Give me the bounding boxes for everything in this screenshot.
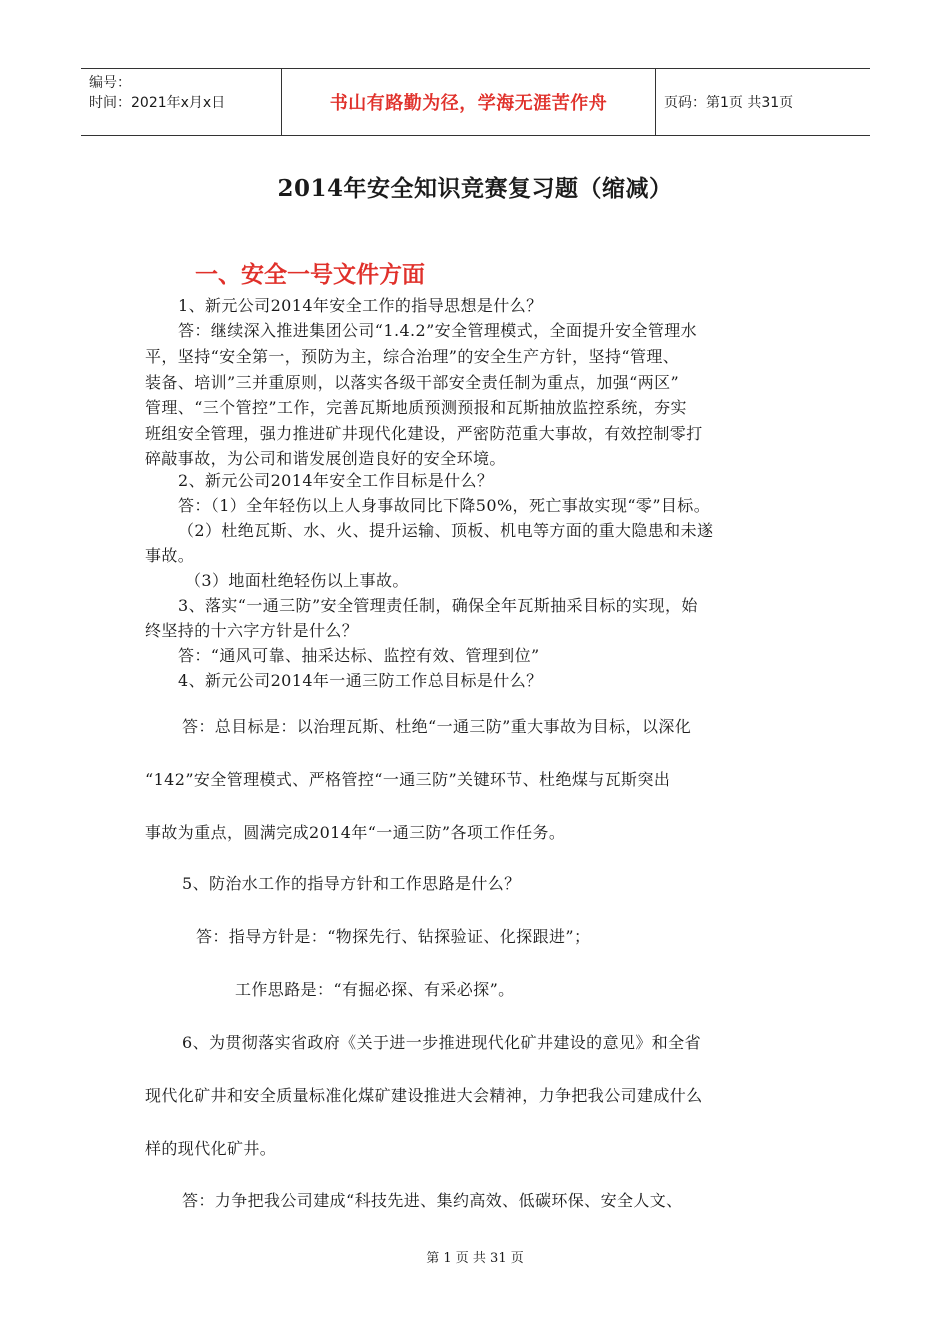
number-label: 编号： [89,75,131,91]
answer-line: （3）地面杜绝轻伤以上事故。 [185,571,409,590]
answer-line: 平，坚持“安全第一，预防为主，综合治理”的安全生产方针，坚持“管理、 [145,347,680,366]
question-line: 终坚持的十六字方针是什么？ [145,621,359,640]
answer-line: 碎敲事故，为公司和谐发展创造良好的安全环境。 [145,449,506,468]
document-header [81,68,870,136]
answer-line: 答：指导方针是：“物探先行、钻探验证、化探跟进”； [196,927,591,946]
document-title: 2014年安全知识竞赛复习题（缩减） [277,175,673,202]
answer-line: 答：继续深入推进集团公司“1.4.2”安全管理模式，全面提升安全管理水 [178,321,698,340]
answer-line: 班组安全管理，强力推进矿井现代化建设，严密防范重大事故，有效控制零打 [145,424,703,443]
question-line: 2、新元公司2014年安全工作目标是什么？ [178,471,494,490]
answer-line: 答：“通风可靠、抽采达标、监控有效、管理到位” [178,646,540,665]
question-line: 4、新元公司2014年一通三防工作总目标是什么？ [178,671,543,690]
section-heading: 一、安全一号文件方面 [195,262,425,288]
answer-line: “142”安全管理模式、严格管控“一通三防”关键环节、杜绝煤与瓦斯突出 [145,770,671,789]
header-page-info: 页码：第1页 共31页 [664,95,794,111]
answer-line: 管理、“三个管控”工作，完善瓦斯地质预测预报和瓦斯抽放监控系统，夯实 [145,398,687,417]
question-line: 6、为贯彻落实省政府《关于进一步推进现代化矿井建设的意见》和全省 [182,1033,701,1052]
answer-line: 装备、培训”三并重原则，以落实各级干部安全责任制为重点，加强“两区” [145,373,680,392]
answer-line: 答：（1）全年轻伤以上人身事故同比下降50%，死亡事故实现“零”目标。 [178,496,711,515]
answer-line: 工作思路是：“有掘必探、有采必探”。 [235,980,515,999]
answer-line: 答：总目标是：以治理瓦斯、杜绝“一通三防”重大事故为目标，以深化 [182,717,692,736]
date-label: 时间：2021年x月x日 [89,95,226,111]
question-line: 样的现代化矿井。 [145,1139,277,1158]
page-footer: 第 1 页 共 31 页 [426,1251,524,1266]
header-meta-cell [81,69,282,135]
answer-line: （2）杜绝瓦斯、水、火、提升运输、顶板、机电等方面的重大隐患和未遂 [178,521,714,540]
question-line: 3、落实“一通三防”安全管理责任制，确保全年瓦斯抽采目标的实现，始 [178,596,698,615]
question-line: 现代化矿井和安全质量标准化煤矿建设推进大会精神，力争把我公司建成什么 [145,1086,703,1105]
question-line: 5、防治水工作的指导方针和工作思路是什么？ [182,874,521,893]
answer-line: 答：力争把我公司建成“科技先进、集约高效、低碳环保、安全人文、 [182,1191,683,1210]
answer-line: 事故。 [145,546,195,565]
header-motto: 书山有路勤为径，学海无涯苦作舟 [282,69,656,135]
question-line: 1、新元公司2014年安全工作的指导思想是什么？ [178,296,543,315]
answer-line: 事故为重点，圆满完成2014年“一通三防”各项工作任务。 [145,823,566,842]
